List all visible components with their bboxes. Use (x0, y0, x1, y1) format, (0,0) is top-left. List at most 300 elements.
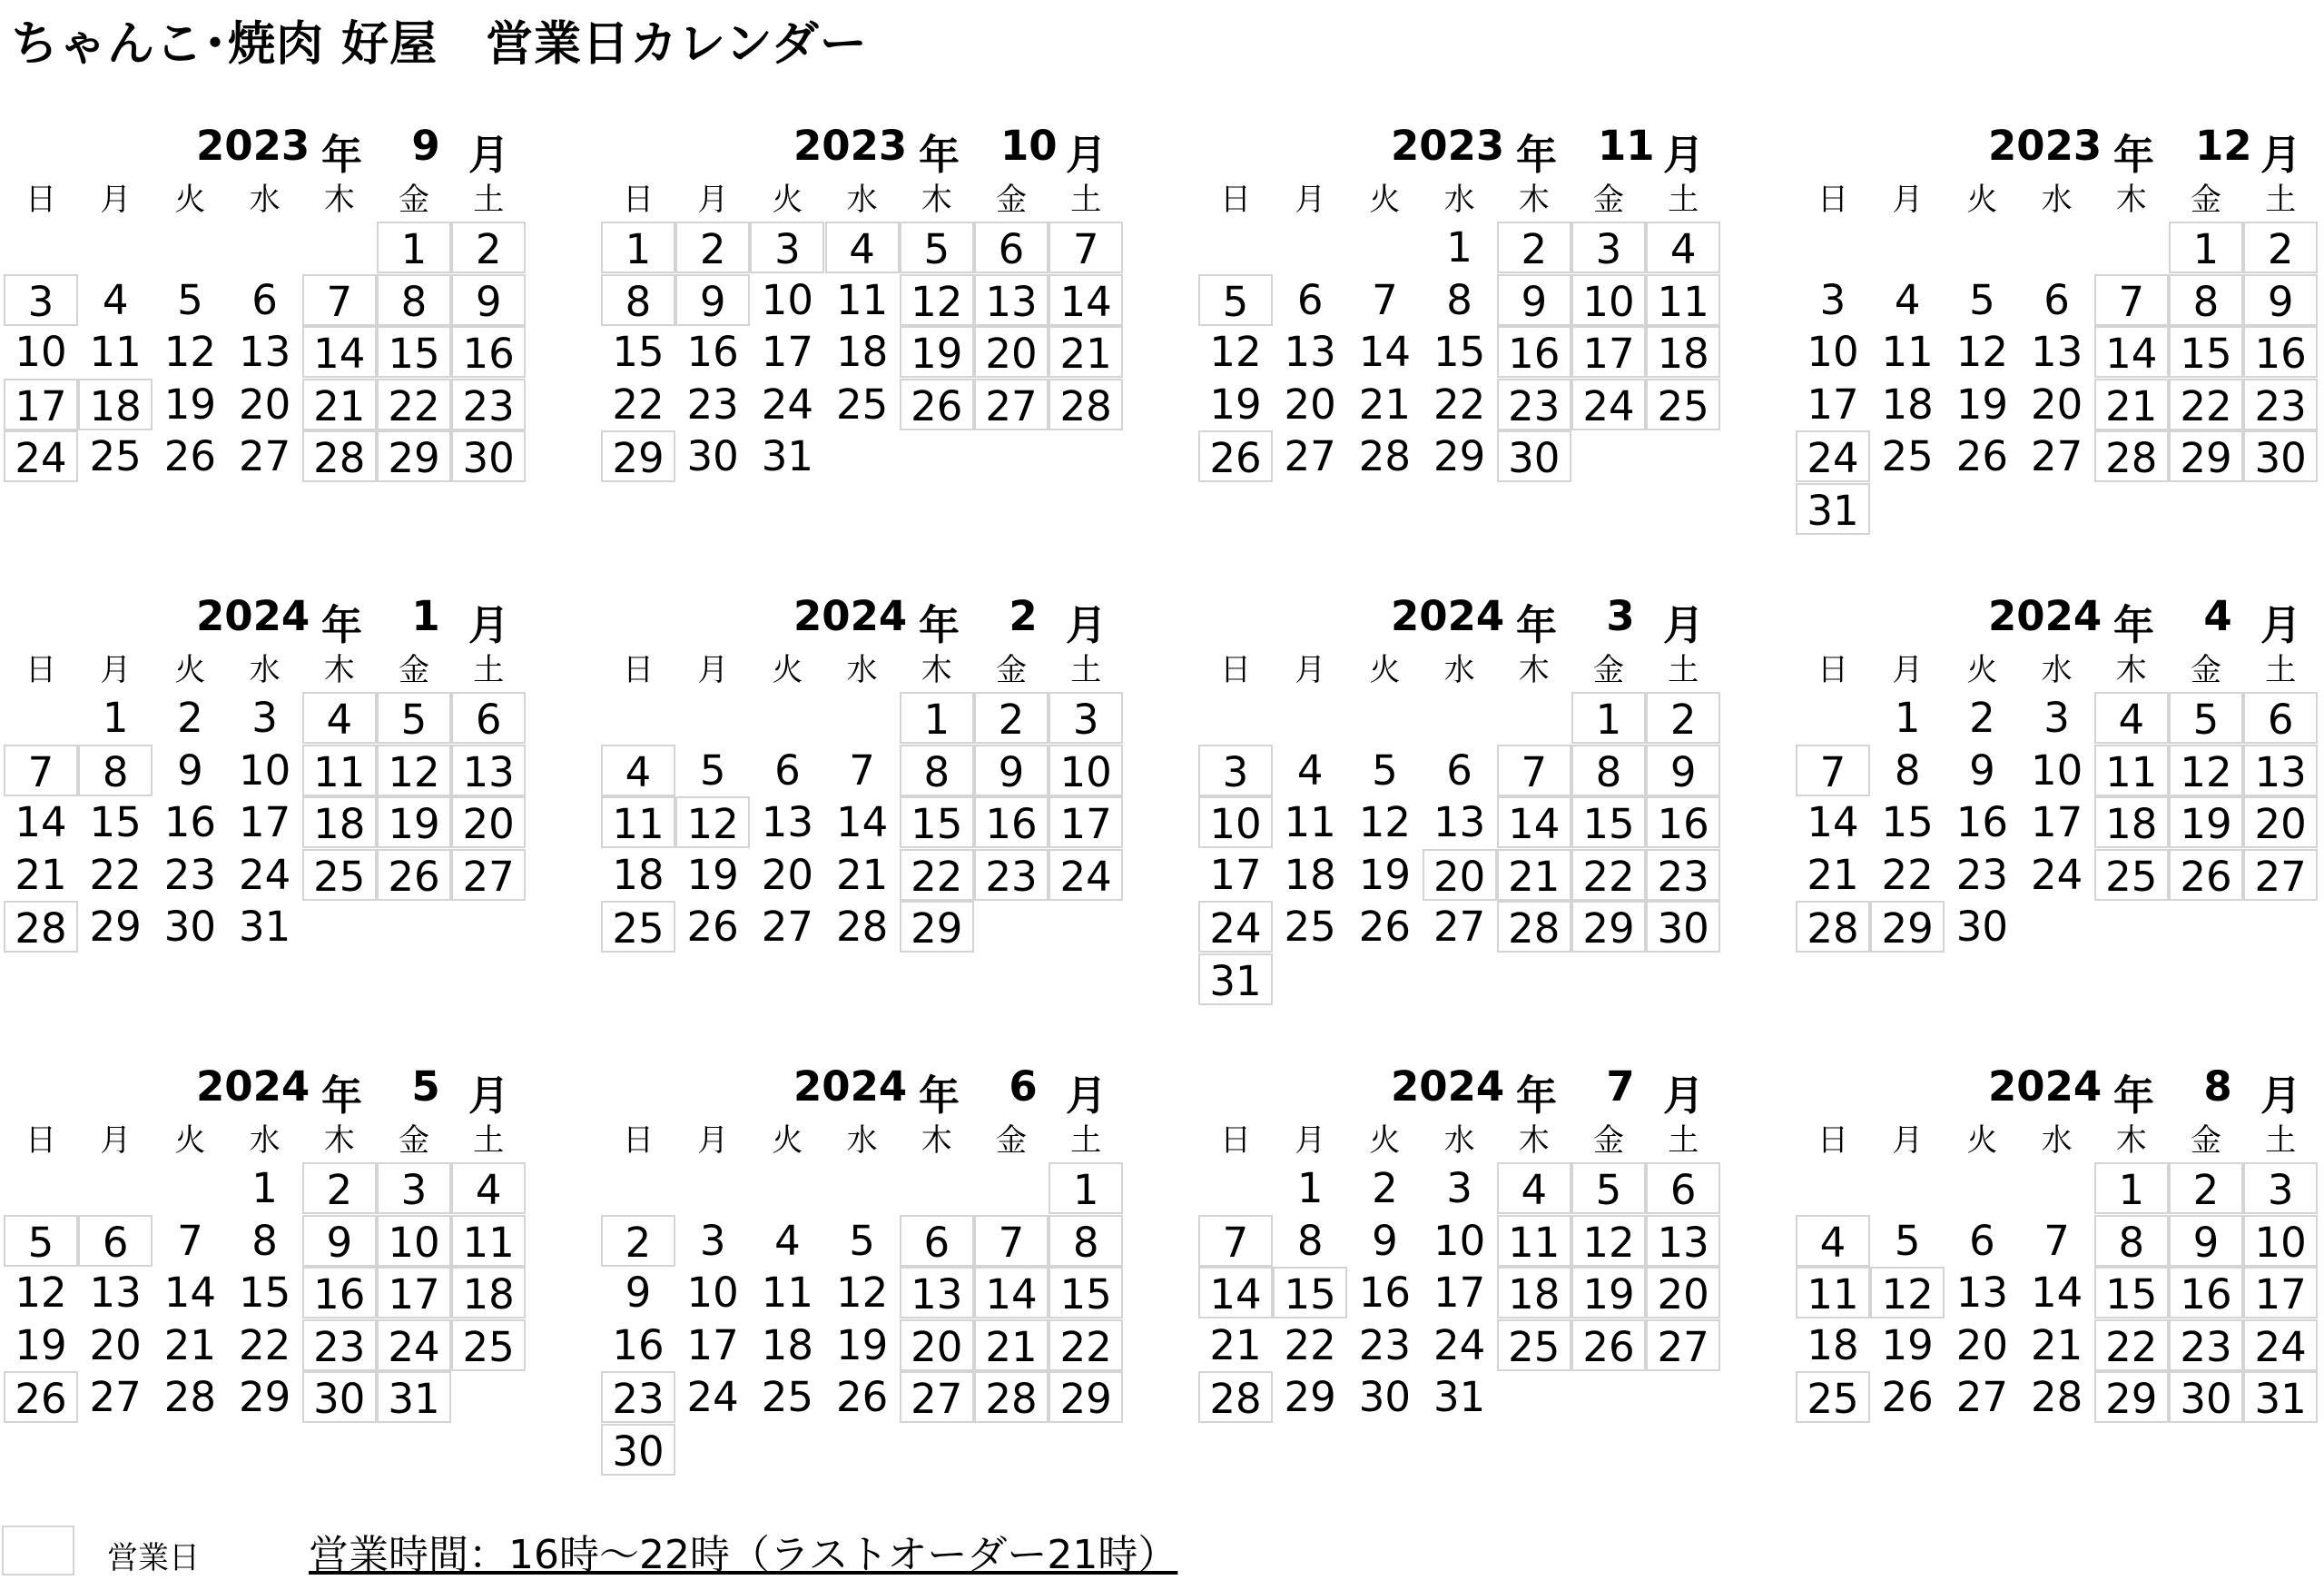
day-cell: 12 (15, 1269, 67, 1317)
day-cell: 7 (1372, 275, 1398, 324)
open-day-cell: 18 (1497, 1267, 1571, 1318)
month-header (1198, 118, 1723, 179)
open-day-cell: 15 (2169, 326, 2243, 378)
month-suffix: 月 (2260, 1071, 2302, 1120)
open-day-cell: 10 (377, 1215, 451, 1267)
month-suffix: 月 (2260, 601, 2302, 649)
open-day-cell: 11 (1796, 1267, 1870, 1318)
weekday-header: 金 (2191, 652, 2221, 688)
weekday-header: 木 (2115, 182, 2147, 218)
month-suffix: 月 (1066, 601, 1108, 649)
day-cell: 8 (1296, 1216, 1324, 1265)
open-day-cell: 22 (900, 849, 974, 901)
day-cell: 12 (1358, 798, 1412, 846)
open-day-cell: 20 (900, 1319, 974, 1371)
open-day-cell: 4 (825, 222, 900, 273)
open-day-cell: 12 (675, 796, 750, 848)
weekday-header: 月 (1892, 182, 1924, 218)
open-day-cell: 3 (377, 1162, 451, 1214)
day-cell: 6 (1446, 746, 1472, 795)
month-header (601, 118, 1126, 179)
weekday-header: 金 (1593, 182, 1624, 218)
day-cell: 10 (2030, 746, 2083, 795)
open-day-cell: 31 (1198, 953, 1273, 1005)
weekday-header: 日 (1817, 182, 1848, 218)
weekday-header: 火 (174, 1122, 206, 1159)
open-day-cell: 22 (1049, 1319, 1123, 1371)
day-cell: 10 (761, 275, 814, 324)
day-cell: 16 (1358, 1269, 1412, 1317)
open-day-cell: 24 (4, 430, 78, 482)
day-cell: 27 (1433, 903, 1486, 951)
open-day-cell: 17 (4, 379, 78, 430)
day-cell: 21 (163, 1320, 217, 1369)
day-cell: 3 (251, 694, 278, 742)
open-day-cell: 11 (302, 745, 377, 796)
weekday-header: 木 (921, 652, 952, 688)
day-cell: 2 (1372, 1164, 1398, 1212)
weekday-header: 火 (772, 182, 803, 218)
weekday-header: 日 (25, 1122, 56, 1159)
day-cell: 5 (1969, 275, 1995, 324)
open-day-cell: 17 (377, 1267, 451, 1318)
weekday-header: 火 (772, 1122, 803, 1159)
weekday-header: 土 (2265, 652, 2297, 688)
open-day-cell: 2 (1497, 222, 1571, 273)
day-cell: 21 (1209, 1320, 1262, 1369)
open-day-cell: 21 (1497, 849, 1571, 901)
open-day-cell: 7 (974, 1215, 1049, 1267)
weekday-header: 金 (2191, 182, 2221, 218)
day-cell: 23 (686, 380, 739, 429)
day-cell: 16 (686, 328, 739, 376)
open-day-cell: 4 (1497, 1162, 1571, 1214)
day-cell: 31 (1433, 1373, 1486, 1421)
day-cell: 3 (2043, 694, 2070, 742)
weekday-header: 日 (1220, 652, 1251, 688)
open-day-cell: 29 (1571, 901, 1646, 953)
open-day-cell: 9 (1646, 745, 1720, 796)
month-year: 2024 (1391, 1062, 1505, 1111)
open-day-cell: 4 (601, 745, 675, 796)
weekday-header: 月 (1295, 652, 1326, 688)
open-day-cell: 20 (2243, 796, 2318, 848)
day-cell: 27 (238, 432, 291, 480)
day-cell: 1 (1446, 223, 1472, 272)
day-cell: 19 (15, 1320, 67, 1369)
open-day-cell: 4 (2094, 692, 2169, 744)
month-header (1198, 588, 1723, 649)
day-cell: 18 (761, 1320, 814, 1369)
month-year: 2024 (196, 1062, 310, 1111)
day-cell: 20 (89, 1320, 142, 1369)
weekday-header: 木 (1518, 1122, 1550, 1159)
open-day-cell: 27 (900, 1371, 974, 1423)
day-cell: 14 (15, 798, 67, 846)
open-day-cell: 30 (451, 430, 526, 482)
day-cell: 24 (2030, 850, 2083, 899)
open-day-cell: 5 (1198, 274, 1273, 326)
day-cell: 22 (1284, 1320, 1336, 1369)
weekday-header: 月 (1295, 182, 1326, 218)
open-day-cell: 7 (1497, 745, 1571, 796)
open-day-cell: 16 (302, 1267, 377, 1318)
day-cell: 28 (163, 1373, 217, 1421)
open-day-cell: 3 (2243, 1162, 2318, 1214)
open-day-cell: 15 (1571, 796, 1646, 848)
day-cell: 7 (2043, 1216, 2070, 1265)
open-day-cell: 1 (601, 222, 675, 273)
weekday-header: 金 (399, 1122, 429, 1159)
open-day-cell: 9 (2243, 274, 2318, 326)
open-day-cell: 23 (1497, 379, 1571, 430)
day-cell: 19 (1881, 1320, 1934, 1369)
open-day-cell: 29 (601, 430, 675, 482)
open-day-cell: 7 (1198, 1215, 1273, 1267)
month-number: 7 (1606, 1062, 1635, 1111)
day-cell: 15 (1881, 798, 1934, 846)
open-day-cell: 4 (1646, 222, 1720, 273)
day-cell: 25 (761, 1373, 814, 1421)
weekday-header: 木 (323, 1122, 355, 1159)
day-cell: 6 (2043, 275, 2070, 324)
open-day-cell: 20 (1646, 1267, 1720, 1318)
open-day-cell: 13 (900, 1267, 974, 1318)
open-day-cell: 15 (377, 326, 451, 378)
open-day-cell: 1 (377, 222, 451, 273)
year-suffix: 年 (321, 1071, 363, 1120)
day-cell: 4 (102, 275, 129, 324)
open-day-cell: 29 (2094, 1371, 2169, 1423)
day-cell: 28 (1358, 432, 1412, 480)
day-cell: 22 (612, 380, 665, 429)
open-day-cell: 8 (2169, 274, 2243, 326)
open-day-cell: 7 (2094, 274, 2169, 326)
day-cell: 25 (1284, 903, 1336, 951)
day-cell: 23 (163, 850, 217, 899)
day-cell: 1 (1296, 1164, 1324, 1212)
open-day-cell: 16 (1497, 326, 1571, 378)
day-cell: 14 (163, 1269, 217, 1317)
day-cell: 27 (89, 1373, 142, 1421)
open-day-cell: 15 (2094, 1267, 2169, 1318)
weekday-header: 金 (996, 652, 1027, 688)
open-day-cell: 22 (1571, 849, 1646, 901)
day-cell: 7 (849, 746, 875, 795)
open-day-cell: 20 (451, 796, 526, 848)
day-cell: 6 (1969, 1216, 1995, 1265)
open-day-cell: 8 (2094, 1215, 2169, 1267)
weekday-header: 火 (1966, 1122, 1998, 1159)
day-cell: 3 (699, 1216, 726, 1265)
day-cell: 5 (699, 746, 726, 795)
day-cell: 12 (1955, 328, 2009, 376)
day-cell: 26 (163, 432, 217, 480)
open-day-cell: 19 (1571, 1267, 1646, 1318)
month-header (1796, 1059, 2320, 1120)
day-cell: 5 (1372, 746, 1398, 795)
weekday-header: 月 (1892, 652, 1924, 688)
weekday-header: 月 (1892, 1122, 1924, 1159)
day-cell: 29 (1284, 1373, 1336, 1421)
open-day-cell: 15 (1273, 1267, 1347, 1318)
weekday-header: 日 (1817, 652, 1848, 688)
day-cell: 28 (835, 903, 889, 951)
year-suffix: 年 (1516, 131, 1558, 179)
open-day-cell: 5 (2169, 692, 2243, 744)
weekday-header: 水 (249, 652, 281, 688)
weekday-header: 水 (2041, 1122, 2073, 1159)
open-day-cell: 9 (1497, 274, 1571, 326)
weekday-header: 火 (1966, 652, 1998, 688)
year-suffix: 年 (1516, 601, 1558, 649)
day-cell: 17 (1807, 380, 1859, 429)
open-day-cell: 18 (451, 1267, 526, 1318)
month-number: 12 (2195, 122, 2252, 170)
day-cell: 18 (1807, 1320, 1859, 1369)
day-cell: 1 (102, 694, 129, 742)
open-day-cell: 2 (2169, 1162, 2243, 1214)
day-cell: 6 (251, 275, 278, 324)
month-year: 2024 (1988, 1062, 2102, 1111)
open-day-cell: 29 (1049, 1371, 1123, 1423)
day-cell: 13 (1955, 1269, 2009, 1317)
open-day-cell: 4 (1796, 1215, 1870, 1267)
day-cell: 8 (1894, 746, 1921, 795)
weekday-header: 土 (473, 1122, 505, 1159)
month-header (601, 588, 1126, 649)
weekday-header: 土 (1668, 1122, 1699, 1159)
day-cell: 21 (1807, 850, 1859, 899)
weekday-header: 日 (25, 652, 56, 688)
month-year: 2023 (1391, 122, 1505, 170)
year-suffix: 年 (2113, 1071, 2155, 1120)
open-day-cell: 31 (377, 1371, 451, 1423)
day-cell: 26 (1955, 432, 2009, 480)
open-day-cell: 26 (1198, 430, 1273, 482)
open-day-cell: 3 (1198, 745, 1273, 796)
day-cell: 29 (1433, 432, 1486, 480)
open-day-cell: 13 (1646, 1215, 1720, 1267)
open-day-cell: 25 (2094, 849, 2169, 901)
weekday-header: 月 (697, 182, 729, 218)
open-day-cell: 24 (2243, 1319, 2318, 1371)
open-day-cell: 23 (451, 379, 526, 430)
day-cell: 16 (1955, 798, 2009, 846)
weekday-header: 水 (1443, 1122, 1475, 1159)
open-day-cell: 6 (451, 692, 526, 744)
weekday-header: 水 (846, 652, 878, 688)
day-cell: 17 (1209, 850, 1262, 899)
open-day-cell: 23 (2169, 1319, 2243, 1371)
open-day-cell: 30 (2169, 1371, 2243, 1423)
day-cell: 20 (1284, 380, 1336, 429)
weekday-header: 火 (1369, 1122, 1401, 1159)
open-day-cell: 8 (1049, 1215, 1123, 1267)
open-day-cell: 8 (900, 745, 974, 796)
year-suffix: 年 (321, 131, 363, 179)
open-day-cell: 6 (900, 1215, 974, 1267)
day-cell: 25 (1881, 432, 1934, 480)
weekday-header: 水 (249, 182, 281, 218)
weekday-header: 木 (921, 1122, 952, 1159)
open-day-cell: 1 (2094, 1162, 2169, 1214)
open-day-cell: 11 (601, 796, 675, 848)
day-cell: 13 (1433, 798, 1486, 846)
day-cell: 30 (686, 432, 739, 480)
open-day-cell: 21 (974, 1319, 1049, 1371)
month-suffix: 月 (1066, 1071, 1108, 1120)
day-cell: 27 (1284, 432, 1336, 480)
open-day-cell: 17 (2243, 1267, 2318, 1318)
open-day-cell: 22 (2169, 379, 2243, 430)
day-cell: 15 (1433, 328, 1486, 376)
month-suffix: 月 (468, 601, 510, 649)
open-day-cell: 29 (1870, 901, 1945, 953)
weekday-header: 金 (1593, 1122, 1624, 1159)
month-header (4, 588, 528, 649)
open-day-cell: 21 (2094, 379, 2169, 430)
weekday-header: 木 (921, 182, 952, 218)
open-day-cell: 25 (1497, 1319, 1571, 1371)
month-suffix: 月 (2260, 131, 2302, 179)
open-day-cell: 7 (4, 745, 78, 796)
open-day-cell: 16 (974, 796, 1049, 848)
day-cell: 24 (1433, 1320, 1486, 1369)
open-day-cell: 30 (302, 1371, 377, 1423)
day-cell: 13 (238, 328, 291, 376)
weekday-header: 日 (623, 652, 654, 688)
open-day-cell: 28 (1198, 1371, 1273, 1423)
open-day-cell: 16 (1646, 796, 1720, 848)
weekday-header: 土 (1070, 1122, 1102, 1159)
day-cell: 28 (2030, 1373, 2083, 1421)
day-cell: 23 (1358, 1320, 1412, 1369)
day-cell: 22 (1881, 850, 1934, 899)
day-cell: 6 (1296, 275, 1324, 324)
weekday-header: 土 (1668, 182, 1699, 218)
day-cell: 26 (1358, 903, 1412, 951)
open-day-cell: 8 (377, 274, 451, 326)
month-year: 2023 (1988, 122, 2102, 170)
weekday-header: 月 (100, 1122, 132, 1159)
open-day-cell: 26 (900, 379, 974, 430)
weekday-header: 日 (1817, 1122, 1848, 1159)
day-cell: 18 (612, 850, 665, 899)
open-day-cell: 2 (451, 222, 526, 273)
day-cell: 8 (251, 1216, 278, 1265)
weekday-header: 水 (249, 1122, 281, 1159)
open-day-cell: 21 (1049, 326, 1123, 378)
open-day-cell: 1 (900, 692, 974, 744)
open-day-cell: 1 (2169, 222, 2243, 273)
weekday-header: 月 (100, 182, 132, 218)
open-day-cell: 14 (2094, 326, 2169, 378)
month-year: 2024 (196, 592, 310, 640)
open-day-cell: 11 (2094, 745, 2169, 796)
open-day-cell: 17 (1571, 326, 1646, 378)
weekday-header: 火 (1369, 182, 1401, 218)
weekday-header: 月 (697, 652, 729, 688)
open-day-cell: 28 (1049, 379, 1123, 430)
day-cell: 11 (1284, 798, 1336, 846)
day-cell: 4 (1894, 275, 1921, 324)
day-cell: 21 (2030, 1320, 2083, 1369)
day-cell: 10 (1807, 328, 1859, 376)
open-day-cell: 26 (1571, 1319, 1646, 1371)
year-suffix: 年 (2113, 601, 2155, 649)
month-header (1796, 118, 2320, 179)
day-cell: 9 (1372, 1216, 1398, 1265)
day-cell: 25 (835, 380, 889, 429)
open-day-cell: 14 (1497, 796, 1571, 848)
open-day-cell: 24 (1796, 430, 1870, 482)
open-day-cell: 23 (601, 1371, 675, 1423)
open-day-cell: 23 (974, 849, 1049, 901)
month-number: 1 (411, 592, 440, 640)
day-cell: 14 (1358, 328, 1412, 376)
month-suffix: 月 (1663, 1071, 1705, 1120)
day-cell: 29 (238, 1373, 291, 1421)
month-number: 6 (1009, 1062, 1038, 1111)
open-day-cell: 4 (451, 1162, 526, 1214)
open-day-cell: 10 (2243, 1215, 2318, 1267)
month-year: 2023 (793, 122, 908, 170)
day-cell: 9 (177, 746, 203, 795)
open-day-cell: 28 (302, 430, 377, 482)
open-day-cell: 16 (2243, 326, 2318, 378)
open-day-cell: 25 (451, 1319, 526, 1371)
day-cell: 14 (1807, 798, 1859, 846)
month-header (601, 1059, 1126, 1120)
day-cell: 19 (835, 1320, 889, 1369)
open-day-cell: 5 (900, 222, 974, 273)
open-day-cell: 2 (974, 692, 1049, 744)
weekday-header: 金 (2191, 1122, 2221, 1159)
day-cell: 30 (1955, 903, 2009, 951)
open-day-cell: 6 (78, 1215, 153, 1267)
open-day-cell: 12 (1870, 1267, 1945, 1318)
weekday-header: 木 (1518, 182, 1550, 218)
open-day-cell: 11 (451, 1215, 526, 1267)
open-day-cell: 31 (1796, 483, 1870, 535)
open-day-cell: 26 (4, 1371, 78, 1423)
legend-open-day-swatch (2, 1526, 74, 1575)
weekday-header: 日 (1220, 182, 1251, 218)
day-cell: 25 (89, 432, 142, 480)
day-cell: 13 (1284, 328, 1336, 376)
day-cell: 3 (1819, 275, 1846, 324)
month-year: 2024 (793, 1062, 908, 1111)
day-cell: 5 (1894, 1216, 1921, 1265)
month-number: 4 (2203, 592, 2232, 640)
day-cell: 27 (761, 903, 814, 951)
open-day-cell: 25 (1796, 1371, 1870, 1423)
weekday-header: 日 (623, 182, 654, 218)
weekday-header: 水 (1443, 182, 1475, 218)
year-suffix: 年 (2113, 131, 2155, 179)
open-day-cell: 22 (2094, 1319, 2169, 1371)
open-day-cell: 26 (377, 849, 451, 901)
day-cell: 20 (238, 380, 291, 429)
open-day-cell: 3 (4, 274, 78, 326)
day-cell: 14 (835, 798, 889, 846)
month-year: 2024 (1988, 592, 2102, 640)
open-day-cell: 14 (302, 326, 377, 378)
open-day-cell: 5 (377, 692, 451, 744)
month-suffix: 月 (1663, 601, 1705, 649)
open-day-cell: 21 (302, 379, 377, 430)
